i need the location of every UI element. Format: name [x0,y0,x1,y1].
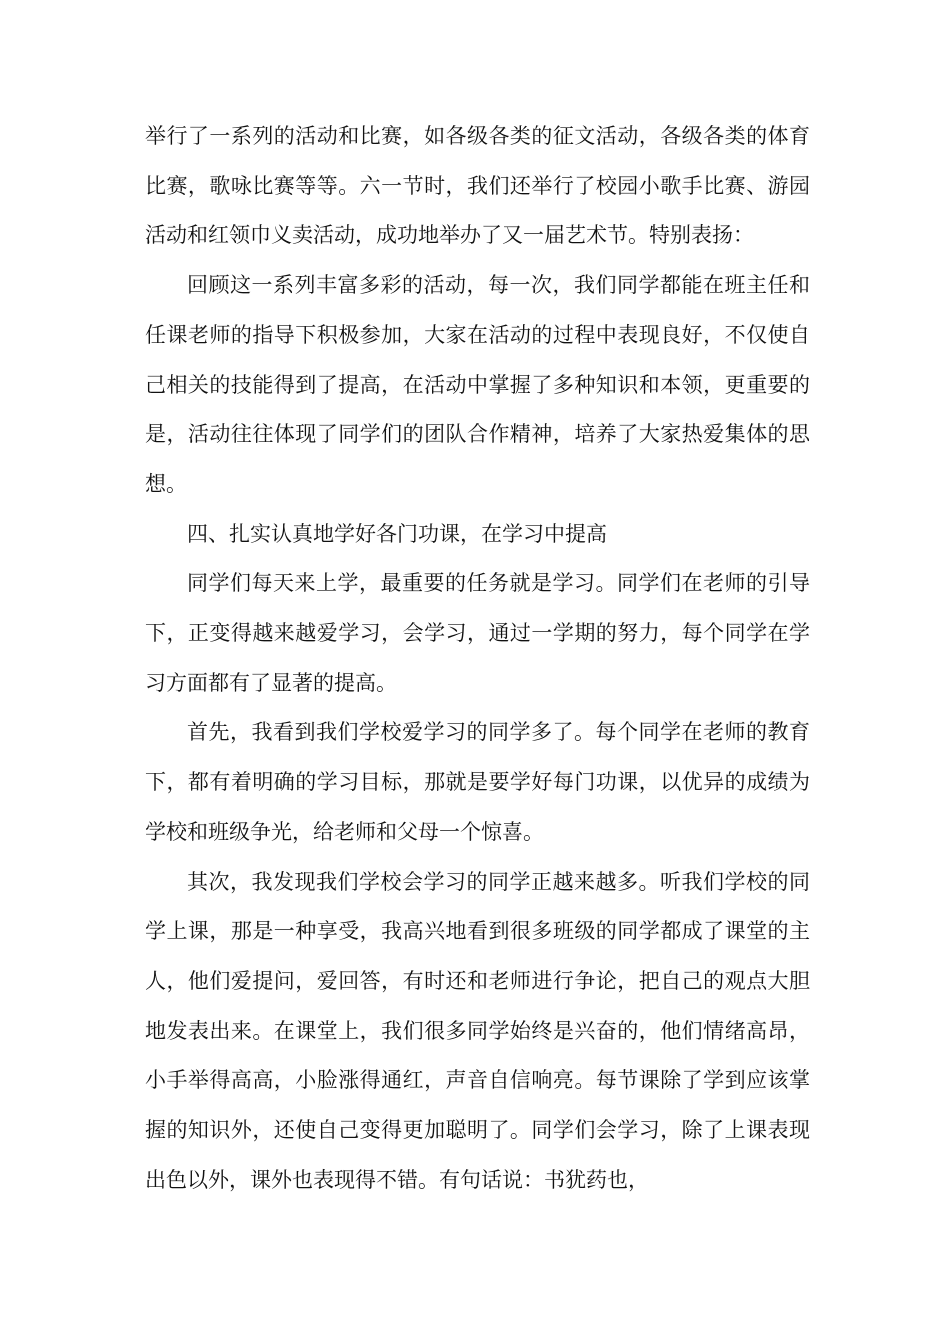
section-heading: 四、扎实认真地学好各门功课，在学习中提高 [187,521,607,546]
paragraph-4: 首先，我看到我们学校爱学习的同学多了。每个同学在老师的教育下，都有着明确的学习目标，那就是要学好每门功课，以优异的成绩为学校和班级争光，给老师和父母一个惊喜。 [145,720,810,844]
paragraph-2: 回顾这一系列丰富多彩的活动，每一次，我们同学都能在班主任和任课老师的指导下积极参加，大家在活动的过程中表现良好，不仅使自己相关的技能得到了提高，在活动中掌握了多种知识和本领，更重要的是，活动往往体现了同学们的团队合作精神，培养了大家热爱集体的思想。 [145,273,810,496]
paragraph-3: 同学们每天来上学，最重要的任务就是学习。同学们在老师的引导下，正变得越来越爱学习，会学习，通过一学期的努力，每个同学在学习方面都有了显著的提高。 [145,571,810,695]
paragraph-1: 举行了一系列的活动和比赛，如各级各类的征文活动，各级各类的体育比赛，歌咏比赛等等。六一节时，我们还举行了校园小歌手比赛、游园活动和红领巾义卖活动，成功地举办了又一届艺术节。特别表扬： [145,124,810,248]
document-body [145,112,810,1205]
paragraph-5: 其次，我发现我们学校会学习的同学正越来越多。听我们学校的同学上课，那是一种享受，我高兴地看到很多班级的同学都成了课堂的主人，他们爱提问，爱回答，有时还和老师进行争论，把自己的观点大胆地发表出来。在课堂上，我们很多同学始终是兴奋的，他们情绪高昂，小手举得高高，小脸涨得通红，声音自信响亮。每节课除了学到应该掌握的知识外，还使自己变得更加聪明了。同学们会学习，除了上课表现出色以外，课外也表现得不错。有句话说：书犹药也， [145,869,810,1192]
